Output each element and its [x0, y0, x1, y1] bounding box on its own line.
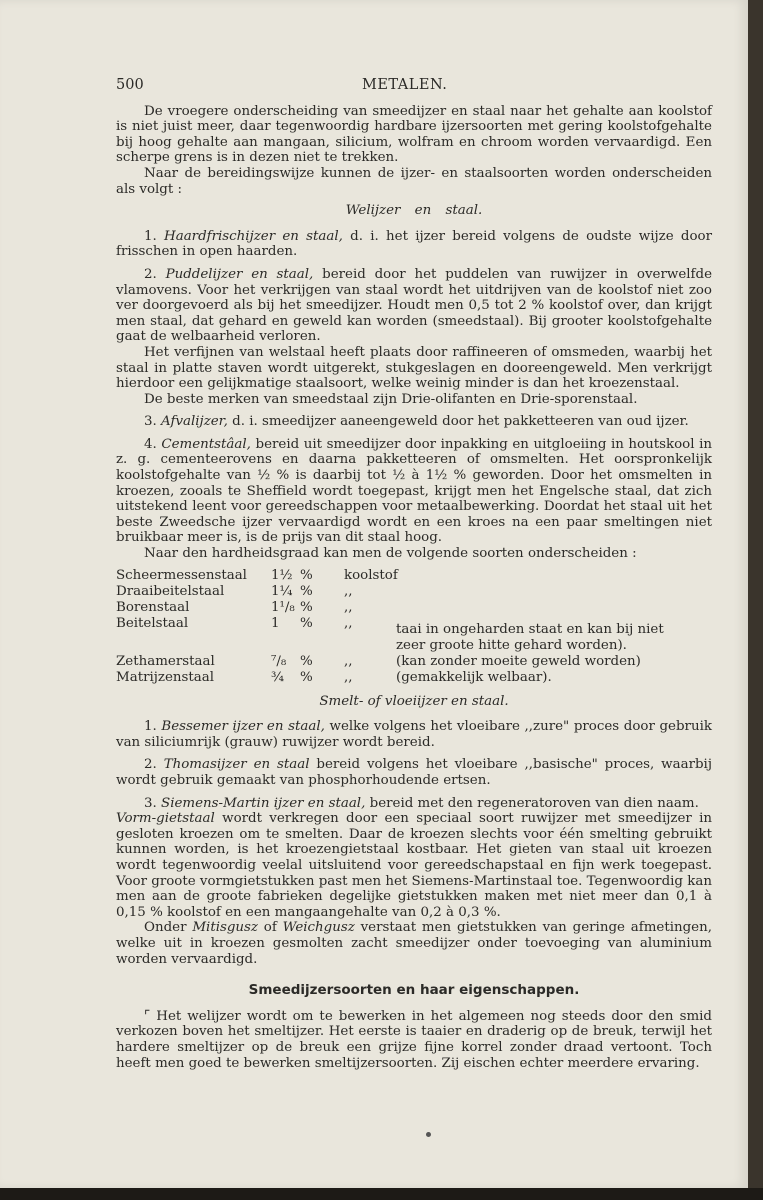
item-term: Thomasijzer en staal [163, 757, 310, 773]
item-number: 3. [144, 414, 157, 430]
section-paragraph [116, 1009, 712, 1071]
welijzer-item-2 [116, 267, 712, 345]
item-text: bereid door het puddelen van ruwijzer in overwelfde vlamovens. Voor het verkrijgen van staal wordt het uitdrijven van de koolstof niet zoo ver doorgevoerd als bij het smeedijzer. Houdt men 0,5 tot 2 % koolstof over, dan krijgt men staal, dat gehard en geweld kan worden (smeedstaal). Bij grooter koolstofgehalte gaat de welbaarheid verloren. [116, 266, 712, 345]
intro-paragraph-2: Naar de bereidingswijze kunnen de ijzer- en staalsoorten worden onderscheiden als volgt : [116, 165, 712, 197]
item-term: Haardfrischijzer en staal, [164, 228, 343, 244]
hardness-table [116, 567, 712, 685]
steel-name: Borenstaal [116, 599, 190, 615]
page-edge [748, 0, 763, 1200]
item-text: bereid uit smeedijzer door inpakking en uitgloeiing in houtskool in z. g. cementeerovens en daarna pakketteeren of omsmelten. Het oorspronkelijk koolstofgehalte van ½ % is daarbij tot ½ à 1½ % geworden. Door het omsmelten in kroezen, zooals te Sheffield wordt toegepast, krijgt men het Engelsche staal, dat zich uitstekend leent voor gereedschappen voor metaalbewerking. Doordat het staal uit het beste Zweedsche ijzer vervaardigd wordt en een kroes na een paar smeltingen niet bruikbaar meer is, is de prijs van dit staal hoog. [116, 436, 712, 546]
item-text: d. i. smeedijzer aaneengeweld door het pakketteeren van oud ijzer. [227, 414, 689, 430]
smelt-item-2 [116, 757, 712, 788]
percent-sign: % [300, 669, 313, 685]
section-text: Het welijzer wordt om te bewerken in het algemeen nog steeds door den smid verkozen boven het smeltijzer. Het eerste is taaier en draderig op de breuk, terwijl het hardere smeltijzer op de breuk een grijze fijne korrel zonder draad vertoont. Toch heeft men goed te bewerken smeltijzersoorten. Zij eischen echter meerdere ervaring. [116, 1008, 712, 1071]
percent-sign: % [300, 583, 313, 599]
carbon-value: 1¹/₈ [271, 599, 295, 615]
item-text: verstaat men gietstukken van geringe afmetingen, welke uit in kroezen gesmolten zacht smeedijzer onder toevoeging van aluminium worden vervaardigd. [116, 920, 712, 967]
smelt-item-3 [116, 796, 712, 812]
carbon-value: ⁷/₈ [271, 653, 287, 669]
welijzer-item-4 [116, 437, 712, 546]
carbon-value: ¾ [271, 669, 284, 685]
item-text: welke volgens het vloeibare ,,zure" proces door gebruik van siliciumrijk (grauw) ruwijzer wordt bereid. [116, 719, 712, 750]
margin-mark: ⌜ [144, 1008, 151, 1024]
item-term: Afvalijzer, [161, 414, 228, 430]
item-number: 3. [144, 795, 157, 811]
welstaal-paragraph: Het verfijnen van welstaal heeft plaats door raffineeren of omsmeden, waarbij het staal in platte staven wordt uitgerekt, stukgeslagen en dooreengeweld. Men verkrijgt hierdoor een gelijkmatige staalsoort, welke weinig minder is dan het kroezenstaal. [116, 344, 712, 392]
steel-name: Beitelstaal [116, 615, 189, 631]
hardheid-paragraph: Naar den hardheidsgraad kan men de volgende soorten onderscheiden : [144, 546, 637, 562]
item-term: Puddelijzer en staal, [165, 266, 314, 282]
item-text: d. i. het ijzer bereid volgens de oudste wijze door frisschen in open haarden. [116, 228, 712, 260]
ditto-mark: ,, [344, 669, 353, 685]
carbon-label: koolstof [344, 567, 398, 583]
lead-text: Onder [144, 920, 193, 936]
item-number: 2. [144, 266, 157, 282]
item-term: Mitisgusz [192, 920, 258, 936]
beitelstaal-note-line-2: zeer groote hitte gehard worden). [396, 637, 627, 653]
ditto-mark: ,, [344, 583, 353, 599]
vormgietstaal-paragraph [116, 811, 712, 920]
steel-name: Scheermessenstaal [116, 567, 247, 583]
ditto-mark: ,, [344, 599, 353, 615]
item-number: 4. [144, 436, 157, 452]
merken-paragraph: De beste merken van smeedstaal zijn Drie-olifanten en Drie-sporenstaal. [144, 391, 638, 407]
welijzer-item-1 [116, 229, 712, 260]
steel-note: (gemakkelijk welbaar). [396, 669, 552, 685]
item-number: 2. [144, 757, 157, 773]
carbon-value: 1¼ [271, 583, 293, 599]
percent-sign: % [300, 615, 313, 631]
intro-paragraph-1: De vroegere onderscheiding van smeedijzer en staal naar het gehalte aan koolstof is niet juist meer, daar tegenwoordig hardbare ijzersoorten met gering koolstofgehalte bij hoog gehalte aan mangaan, silicium, wolfram en chroom worden vervaardigd. Een scherpe grens is in dezen niet te trekken. [116, 103, 712, 166]
item-term: Siemens-Martin ijzer en staal, [161, 795, 366, 811]
item-text: wordt verkregen door een speciaal soort ruwijzer met smeedijzer in gesloten kroezen om te smelten. Daar de kroezen slechts voor één smelting gebruikt kunnen worden, is het kroezengietstaal kostbaar. Het gieten van staal uit kroezen wordt tegenwoordig veelal uitsluitend voor gereedschapstaal en fijn werk toegepast. Voor groote vormgietstukken past men het Siemens-Martinstaal toe. Tegenwoordig kan men aan de groote fabrieken degelijke gietstukken maken met niet meer dan 0,1 à 0,15 % koolstof en een mangaangehalte van 0,2 à 0,3 %. [116, 811, 712, 920]
item-term: Vorm-gietstaal [116, 811, 215, 827]
ink-dot [426, 1132, 431, 1137]
percent-sign: % [300, 599, 313, 615]
steel-name: Draaibeitelstaal [116, 583, 225, 599]
steel-name: Zethamerstaal [116, 653, 215, 669]
item-number: 1. [144, 719, 157, 735]
item-term: Weichgusz [282, 920, 355, 936]
section-title: Smeedijzersoorten en haar eigenschappen. [248, 982, 580, 999]
ditto-mark: ,, [344, 653, 353, 669]
item-text: bereid met den regeneratoroven van dien naam. [365, 795, 699, 811]
item-text: bereid volgens het vloeibare ,,basische" proces, waarbij wordt gebruik gemaakt van phosphorhoudende ertsen. [116, 757, 712, 788]
welijzer-item-3 [116, 414, 712, 430]
item-term: Cementstâal, [161, 436, 251, 452]
steel-note: (kan zonder moeite geweld worden) [396, 653, 641, 669]
smelt-heading: Smelt- of vloeiijzer en staal. [319, 693, 509, 709]
welijzer-heading: Welijzer en staal. [345, 203, 483, 219]
percent-sign: % [300, 653, 313, 669]
smelt-item-1 [116, 719, 712, 750]
carbon-value: 1½ [271, 567, 293, 583]
percent-sign: % [300, 567, 313, 583]
running-title: METALEN. [362, 77, 448, 93]
carbon-value: 1 [271, 615, 280, 631]
page-number: 500 [116, 77, 144, 93]
steel-name: Matrijzenstaal [116, 669, 215, 685]
mitisgusz-paragraph [116, 920, 712, 967]
running-header [116, 78, 712, 94]
ditto-mark: ,, [344, 615, 353, 631]
scan-border [0, 1188, 763, 1200]
item-term: Bessemer ijzer en staal, [161, 719, 325, 735]
page-content [116, 78, 712, 1071]
beitelstaal-note-line-1: taai in ongeharden staat en kan bij niet [396, 621, 664, 637]
connector-text: of [257, 920, 283, 936]
item-number: 1. [144, 228, 157, 244]
